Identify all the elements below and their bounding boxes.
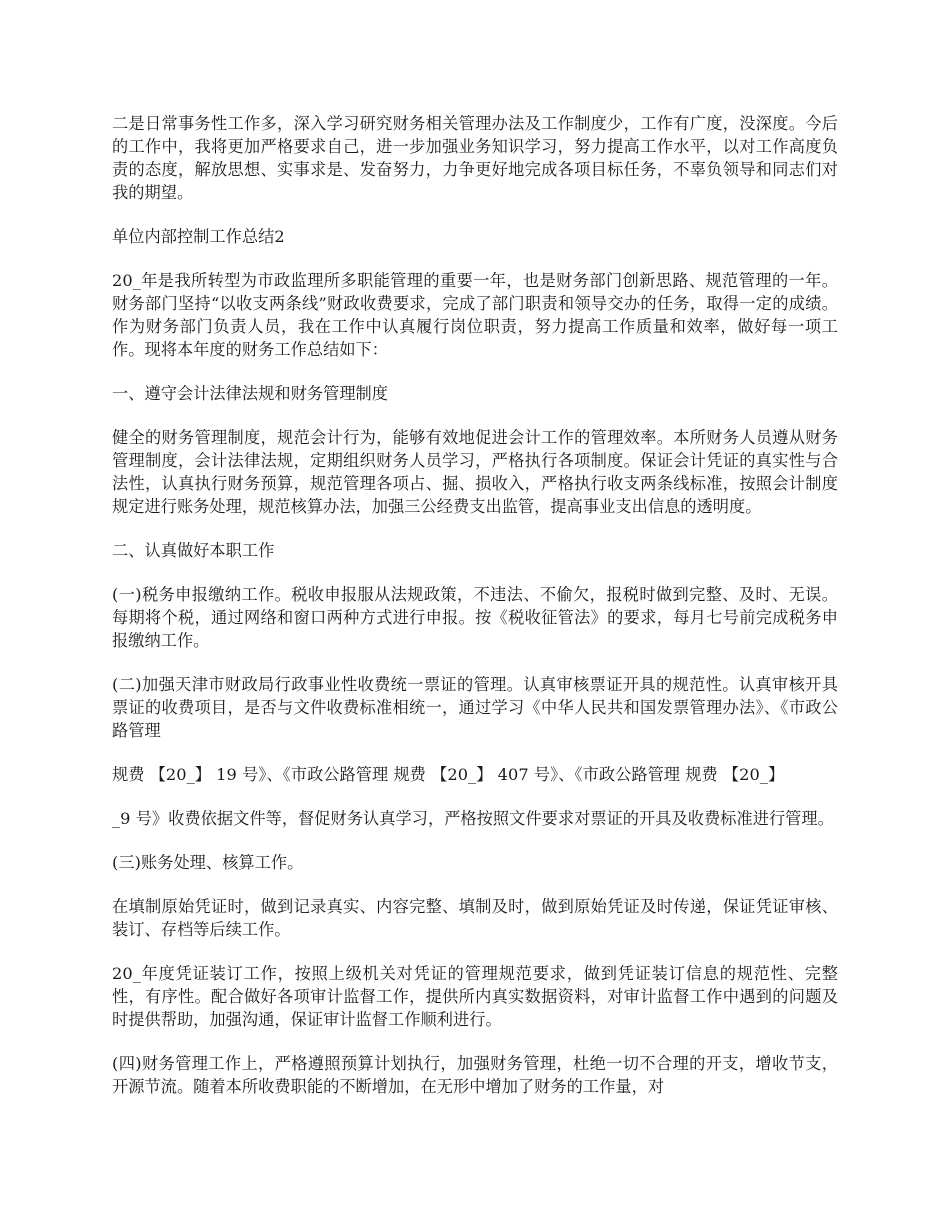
heading-accounting-processing: (三)账务处理、核算工作。 (112, 853, 304, 872)
paragraph-voucher-binding: 20_年度凭证装订工作，按照上级机关对凭证的管理规范要求，做到凭证装订信息的规范性、完整性，有序性。配合做好各项审计监督工作，提供所内真实数据资料，对审计监督工作中遇到的问题及时提供帮助，加强沟通，保证审计监督工作顺利进行。 (112, 964, 838, 1029)
paragraph-receipt-management: (二)加强天津市财政局行政事业性收费统一票证的管理。认真审核票证开具的规范性。认真审核开具票证的收费项目，是否与文件收费标准相统一，通过学习《中华人民共和国发票管理办法》、《市政公路管理 (112, 675, 838, 740)
paragraph-year-overview: 20_年是我所转型为市政监理所多职能管理的重要一年，也是财务部门创新思路、规范管理的一年。财务部门坚持“以收支两条线”财政收费要求，完成了部门职责和领导交办的任务，取得一定的成绩。作为财务部门负责人员，我在工作中认真履行岗位职责，努力提高工作质量和效率，做好每一项工作。现将本年度的财务工作总结如下： (112, 271, 838, 359)
paragraph-budget-management: (四)财务管理工作上，严格遵照预算计划执行，加强财务管理，杜绝一切不合理的开支，增收节支，开源节流。随着本所收费职能的不断增加，在无形中增加了财务的工作量，对 (112, 1054, 838, 1096)
paragraph-intro-shortcomings: 二是日常事务性工作多，深入学习研究财务相关管理办法及工作制度少，工作有广度，没深度。今后的工作中，我将更加严格要求自己，进一步加强业务知识学习，努力提高工作水平，以对工作高度负责的态度，解放思想、实事求是、发奋努力，力争更好地完成各项目标任务，不辜负领导和同志们对我的期望。 (112, 114, 838, 202)
paragraph-fee-documents: 规费 【20_】 19 号》、《市政公路管理 规费 【20_】 407 号》、《市政公路管理 规费 【20_】 (112, 765, 785, 784)
heading-duties: 二、认真做好本职工作 (112, 541, 275, 560)
paragraph-original-vouchers: 在填制原始凭证时，做到记录真实、内容完整、填制及时，做到原始凭证及时传递，保证凭证审核、装订、存档等后续工作。 (112, 897, 838, 939)
paragraph-financial-system: 健全的财务管理制度，规范会计行为，能够有效地促进会计工作的管理效率。本所财务人员遵从财务管理制度，会计法律法规，定期组织财务人员学习，严格执行各项制度。保证会计凭证的真实性与合法性，认真执行财务预算，规范管理各项占、掘、损收入，严格执行收支两条线标准，按照会计制度规定进行账务处理，规范核算办法，加强三公经费支出监管，提高事业支出信息的透明度。 (112, 428, 838, 516)
paragraph-tax-filing: (一)税务申报缴纳工作。税收申报服从法规政策，不违法、不偷欠，报税时做到完整、及时、无误。每期将个税，通过网络和窗口两种方式进行申报。按《税收征管法》的要求，每月七号前完成税务申报缴纳工作。 (112, 585, 838, 650)
heading-accounting-laws: 一、遵守会计法律法规和财务管理制度 (112, 384, 389, 403)
paragraph-fee-basis: _9 号》收费依据文件等，督促财务认真学习，严格按照文件要求对票证的开具及收费标准进行管理。 (112, 809, 834, 828)
section-title-summary-2: 单位内部控制工作总结2 (112, 227, 285, 246)
